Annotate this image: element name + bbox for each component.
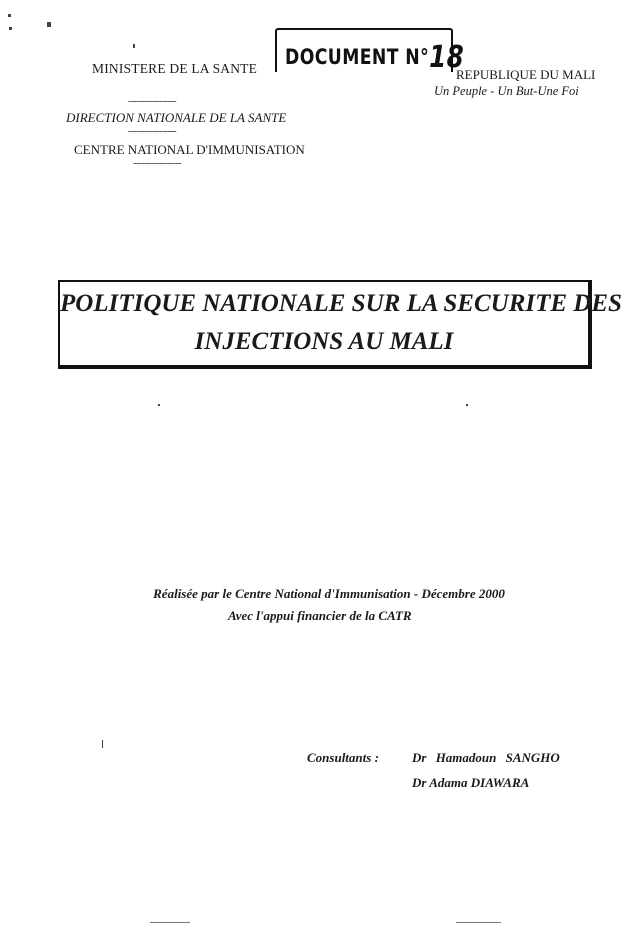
stamp-number: 18 bbox=[429, 40, 465, 75]
scan-speck bbox=[158, 404, 160, 406]
separator-line: ----------------- bbox=[128, 126, 177, 137]
credits-realised-by: Réalisée par le Centre National d'Immunisation - Décembre 2000 bbox=[153, 586, 505, 601]
document-title-box bbox=[58, 280, 622, 369]
direction-name: DIRECTION NATIONALE DE LA SANTE bbox=[66, 110, 287, 125]
document-number-stamp bbox=[275, 28, 465, 75]
document-title-line-2: INJECTIONS AU MALI bbox=[194, 328, 454, 355]
republic-name: REPUBLIQUE DU MALI bbox=[456, 67, 596, 82]
consultant-name: Dr Adama DIAWARA bbox=[412, 775, 530, 790]
scan-speck bbox=[466, 404, 468, 406]
scan-speck bbox=[8, 14, 11, 17]
scan-speck bbox=[150, 922, 190, 923]
consultants-label: Consultants : bbox=[307, 750, 379, 765]
separator-line: ----------------- bbox=[128, 96, 177, 107]
scan-speck bbox=[456, 922, 501, 923]
scan-speck bbox=[9, 27, 12, 30]
national-motto: Un Peuple - Un But-Une Foi bbox=[434, 84, 579, 98]
consultant-name: Dr Hamadoun SANGHO bbox=[412, 750, 560, 765]
stamp-prefix: DOCUMENT N° bbox=[285, 45, 430, 69]
ministry-name: MINISTERE DE LA SANTE bbox=[92, 61, 258, 76]
centre-name: CENTRE NATIONAL D'IMMUNISATION bbox=[74, 142, 305, 157]
scan-speck bbox=[47, 22, 51, 27]
credits-funding: Avec l'appui financier de la CATR bbox=[228, 608, 412, 623]
separator-line: ----------------- bbox=[133, 158, 182, 169]
scan-speck bbox=[102, 740, 103, 748]
scan-speck bbox=[133, 44, 135, 48]
document-title-line-1: POLITIQUE NATIONALE SUR LA SECURITE DES bbox=[60, 290, 622, 317]
